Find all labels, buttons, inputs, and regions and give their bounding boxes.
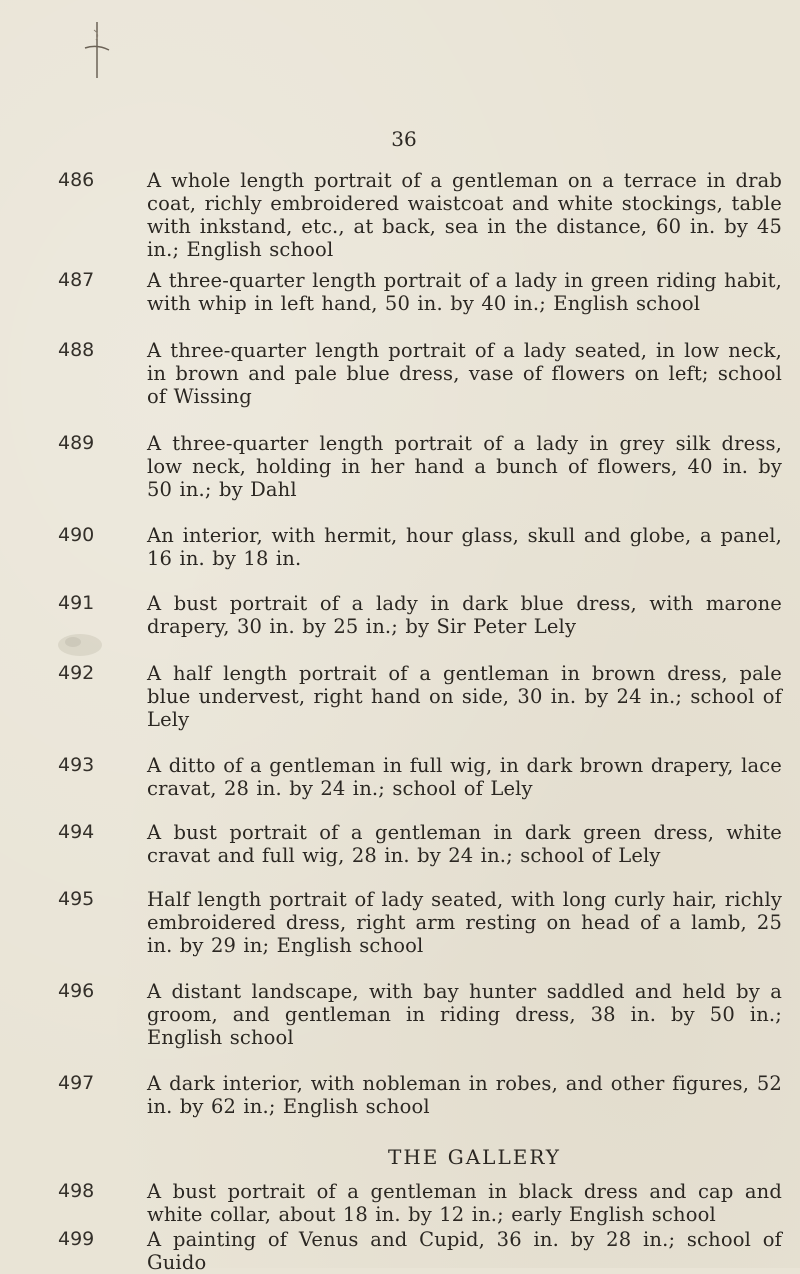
lot-number: 493: [58, 754, 95, 776]
lot-description: An interior, with hermit, hour glass, skull and globe, a panel, 16 in. by 18 in.: [147, 524, 782, 570]
lot-number: 489: [58, 432, 95, 454]
lot-description: A half length portrait of a gentleman in brown dress, pale blue undervest, right hand on side, 30 in. by 24 in.; school of Lely: [147, 662, 782, 731]
lot-number: 491: [58, 592, 95, 614]
lot-description: A three-quarter length portrait of a lady in grey silk dress, low neck, holding in her hand a bunch of flowers, 40 in. by 50 in.; by Dahl: [147, 432, 782, 501]
lot-number: 495: [58, 888, 95, 910]
lot-number: 497: [58, 1072, 95, 1094]
lot-number: 490: [58, 524, 95, 546]
lot-description: A painting of Venus and Cupid, 36 in. by 28 in.; school of Guido: [147, 1228, 782, 1274]
lot-number: 498: [58, 1180, 95, 1202]
lot-number: 488: [58, 339, 95, 361]
lot-number: 486: [58, 169, 95, 191]
lot-description: A dark interior, with nobleman in robes, and other figures, 52 in. by 62 in.; English school: [147, 1072, 782, 1118]
lot-description: A three-quarter length portrait of a lady in green riding habit, with whip in left hand, 50 in. by 40 in.; English school: [147, 269, 782, 315]
lot-description: A whole length portrait of a gentleman on a terrace in drab coat, richly embroidered waistcoat and white stockings, table with inkstand, etc., at back, sea in the distance, 60 in. by 45 in.; English school: [147, 169, 782, 261]
lot-description: A ditto of a gentleman in full wig, in dark brown drapery, lace cravat, 28 in. by 24 in.; school of Lely: [147, 754, 782, 800]
lot-description: Half length portrait of lady seated, with long curly hair, richly embroidered dress, right arm resting on head of a lamb, 25 in. by 29 in; English school: [147, 888, 782, 957]
lot-number: 499: [58, 1228, 95, 1250]
ink-mark-icon: [82, 20, 112, 80]
lot-description: A three-quarter length portrait of a lady seated, in low neck, in brown and pale blue dress, vase of flowers on left; school of Wissing: [147, 339, 782, 408]
lot-description: A bust portrait of a lady in dark blue dress, with marone drapery, 30 in. by 25 in.; by Sir Peter Lely: [147, 592, 782, 638]
lot-number: 487: [58, 269, 95, 291]
paper-stain-icon: [55, 630, 105, 660]
section-heading: THE GALLERY: [388, 1145, 561, 1169]
lot-number: 494: [58, 821, 95, 843]
lot-description: A bust portrait of a gentleman in dark green dress, white cravat and full wig, 28 in. by 24 in.; school of Lely: [147, 821, 782, 867]
lot-description: A bust portrait of a gentleman in black dress and cap and white collar, about 18 in. by 12 in.; early English school: [147, 1180, 782, 1226]
lot-description: A distant landscape, with bay hunter saddled and held by a groom, and gentleman in riding dress, 38 in. by 50 in.; English school: [147, 980, 782, 1049]
lot-number: 496: [58, 980, 95, 1002]
lot-number: 492: [58, 662, 95, 684]
page-number: 36: [391, 127, 417, 151]
